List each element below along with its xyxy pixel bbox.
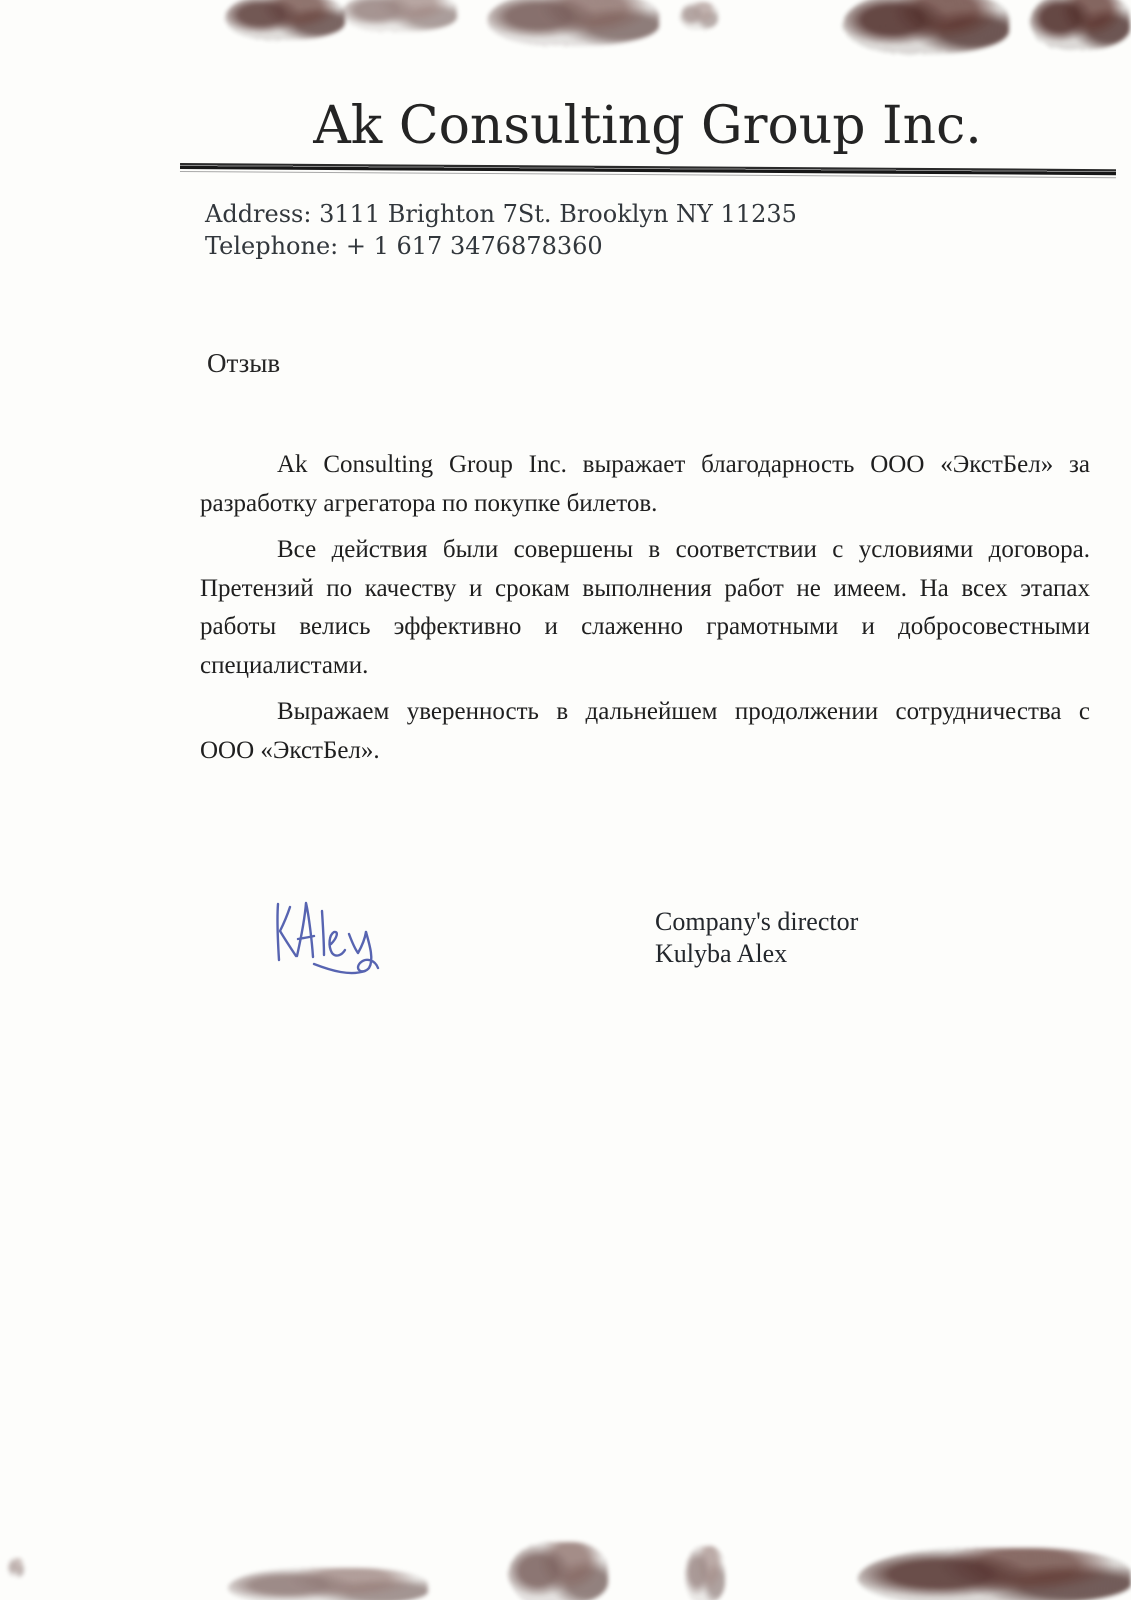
text-line: Все действия были совершены в соответствии с условиями договора. [277,536,1090,563]
scan-smudge [843,0,1009,54]
text-line: Ak Consulting Group Inc. выражает благодарность ООО «ЭкстБел» за [277,451,1090,478]
text-line: разработку агрегатора по покупке билетов. [200,489,658,517]
address-line: Address: 3111 Brighton 7St. Brooklyn NY 11235 [205,200,797,228]
letterhead-contact-block [205,198,797,262]
letter-body [200,446,1090,778]
letter-heading: Отзыв [207,348,281,378]
paragraph-gratitude [200,446,1090,523]
text-line: работы велись эффективно и слаженно грамотными и добросовестными [200,613,1090,640]
scan-smudge [228,1568,428,1600]
text-line: ООО «ЭкстБел». [200,736,380,764]
scan-smudge [8,1558,24,1578]
scan-smudge [225,0,345,40]
text-line: Претензий по качеству и срокам выполнения работ не имеем. На всех этапах [200,574,1090,602]
paragraph-quality [200,531,1090,685]
scan-smudge [685,1546,725,1600]
scan-smudge [508,1542,608,1600]
scan-smudge [487,0,659,46]
handwritten-signature [252,872,384,980]
scan-smudge [858,1548,1131,1600]
signature-block [655,906,858,970]
text-line: Выражаем уверенность в дальнейшем продолжении сотрудничества с [277,698,1090,725]
signer-position-title: Company's director [655,907,859,936]
company-name-title: Ak Consulting Group Inc. [313,96,982,156]
scan-smudge [1030,0,1130,50]
paragraph-cooperation [200,693,1090,770]
signer-name: Kulyba Alex [655,939,788,968]
telephone-line: Telephone: + 1 617 3476878360 [205,232,603,260]
scan-smudge [342,0,457,32]
scan-smudge [680,2,718,30]
text-line: специалистами. [200,651,369,679]
letterhead-divider-rule [180,163,1116,179]
